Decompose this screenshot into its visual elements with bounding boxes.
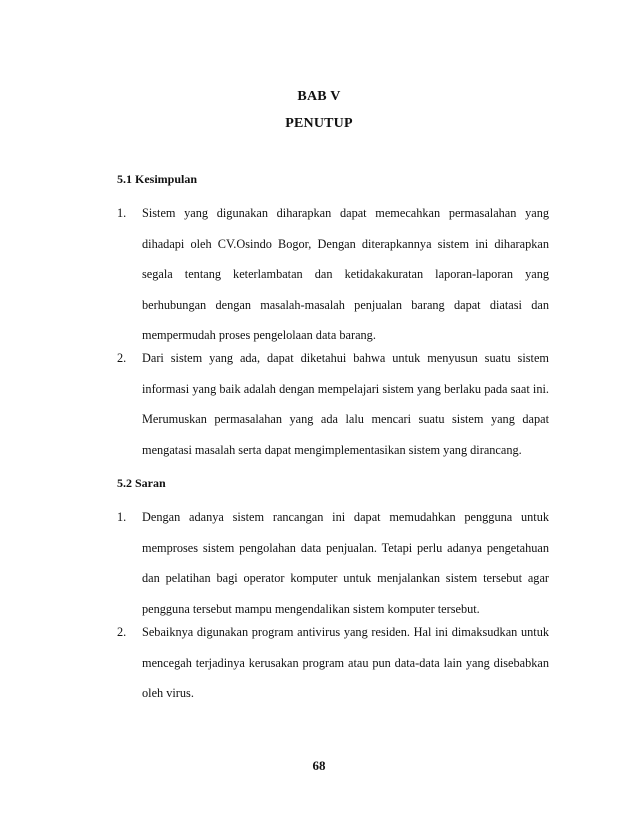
list-item-text: Dengan adanya sistem rancangan ini dapat memudahkan pengguna untuk memproses sistem pengolahan data penjualan. Tetapi perlu adanya pengetahuan dan pelatihan bagi operator komputer untuk menjalankan sistem tersebut agar pengguna tersebut mampu mengendalikan sistem komputer tersebut. <box>142 510 549 616</box>
section-heading-kesimpulan: 5.1 Kesimpulan <box>117 172 198 186</box>
list-number: 2. <box>117 625 127 639</box>
list-number: 1. <box>117 206 127 220</box>
list-number: 1. <box>117 510 127 524</box>
list-item-text: Sebaiknya digunakan program antivirus yang residen. Hal ini dimaksudkan untuk mencegah terjadinya kerusakan program atau pun data-data lain yang disebabkan oleh virus. <box>142 625 549 700</box>
list-item-text: Dari sistem yang ada, dapat diketahui bahwa untuk menyusun suatu sistem informasi yang baik adalah dengan mempelajari sistem yang berlaku pada saat ini. Merumuskan permasalahan yang ada lalu mencari suatu sistem yang dapat mengatasi masalah serta dapat mengimplementasikan sistem yang dirancang. <box>142 351 549 457</box>
section-heading-saran: 5.2 Saran <box>117 476 166 490</box>
page-number: 68 <box>312 758 326 773</box>
chapter-title: PENUTUP <box>285 116 353 131</box>
list-item-text: Sistem yang digunakan diharapkan dapat memecahkan permasalahan yang dihadapi oleh CV.Osindo Bogor, Dengan diterapkannya sistem ini diharapkan segala tentang keterlambatan dan ketidakakuratan laporan-laporan yang berhubungan dengan masalah-masalah penjualan barang dapat diatasi dan mempermudah proses pengelolaan data barang. <box>142 206 549 342</box>
chapter-number: BAB V <box>297 89 341 104</box>
list-number: 2. <box>117 351 127 365</box>
